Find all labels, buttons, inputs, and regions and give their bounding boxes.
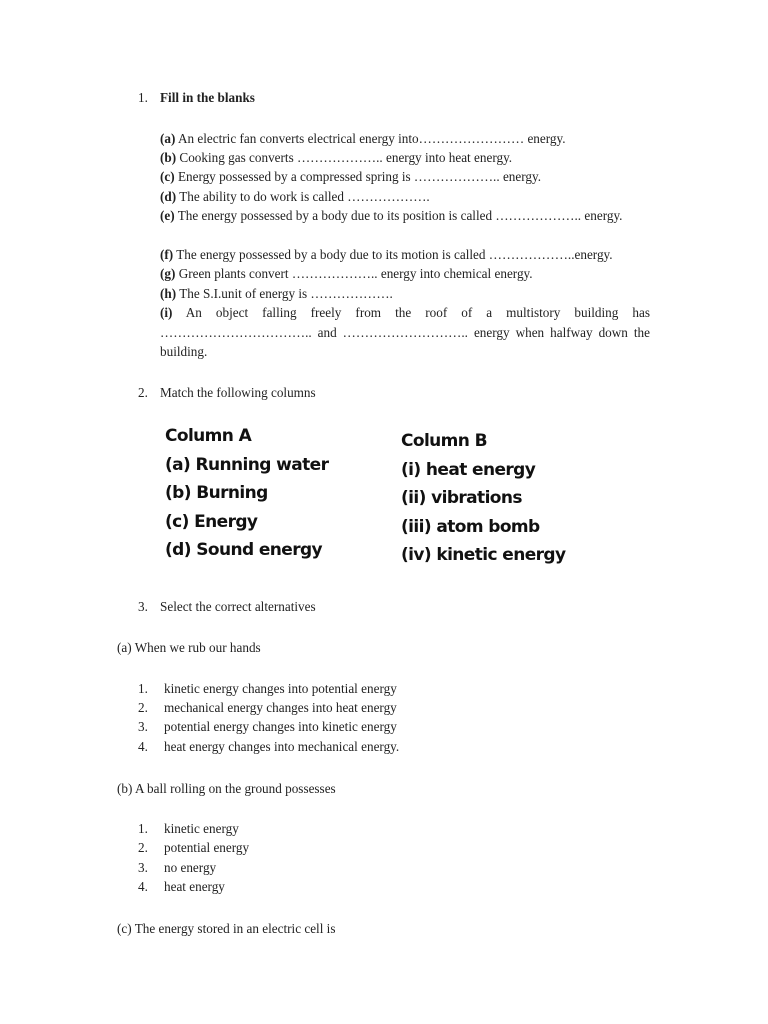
option-text: potential energy changes into kinetic energy xyxy=(164,719,397,734)
q1-item-f xyxy=(160,245,650,265)
option-number: 1. xyxy=(138,681,148,696)
q3-part-b-question: (b) A ball rolling on the ground possesses xyxy=(117,781,336,796)
option-number: 3. xyxy=(138,719,148,734)
column-a-item: (a) Running water xyxy=(165,454,329,475)
option-text: heat energy xyxy=(164,879,225,894)
q1-item-label: (f) xyxy=(160,247,174,262)
q1-item-d xyxy=(160,187,650,207)
option-number: 3. xyxy=(138,860,148,875)
column-a-header: Column A xyxy=(165,426,252,446)
match-column-a xyxy=(165,422,328,565)
option-number: 2. xyxy=(138,840,148,855)
option-text: heat energy changes into mechanical energy. xyxy=(164,739,400,754)
q1-item-label: (c) xyxy=(160,169,175,184)
q1-item-e xyxy=(160,206,650,226)
option-number: 1. xyxy=(138,821,148,836)
q1-item-label: (g) xyxy=(160,266,176,281)
q1-item-label: (b) xyxy=(160,150,177,165)
q3-part-c-question: (c) The energy stored in an electric cell is xyxy=(117,921,336,936)
q1-item-text: The energy possessed by a body due to its motion is called ………………..energy. xyxy=(176,247,613,262)
column-a-item: (d) Sound energy xyxy=(165,540,323,560)
q1-item-g xyxy=(160,264,650,284)
q2-number: 2. xyxy=(138,385,148,400)
option-text: no energy xyxy=(164,860,217,875)
column-b-item: (iv) kinetic energy xyxy=(401,545,566,565)
q1-item-label: (i) xyxy=(160,305,173,320)
column-b-item: (ii) vibrations xyxy=(401,488,522,508)
q1-item-label: (a) xyxy=(160,131,176,146)
q1-item-text: Green plants convert ……………….. energy into chemical energy. xyxy=(178,266,533,281)
option-number: 4. xyxy=(138,739,148,754)
q1-title: Fill in the blanks xyxy=(160,90,255,105)
option-number: 2. xyxy=(138,700,148,715)
option-text: kinetic energy xyxy=(164,821,239,836)
q1-item-h xyxy=(160,284,650,304)
q1-item-i xyxy=(160,303,650,362)
q3-number: 3. xyxy=(138,599,148,614)
column-b-item: (iii) atom bomb xyxy=(401,516,540,537)
q2-title: Match the following columns xyxy=(160,385,316,400)
q1-item-label: (d) xyxy=(160,189,177,204)
option-text: kinetic energy changes into potential energy xyxy=(164,681,397,696)
q1-item-text: The ability to do work is called ………………. xyxy=(179,189,430,204)
q1-item-a xyxy=(160,129,650,149)
column-b-header: Column B xyxy=(401,431,487,451)
q3-title: Select the correct alternatives xyxy=(160,599,316,614)
q1-number: 1. xyxy=(138,90,148,105)
q1-item-text: The S.I.unit of energy is ………………. xyxy=(179,286,393,301)
option-number: 4. xyxy=(138,879,148,894)
option-text: potential energy xyxy=(164,840,250,855)
q1-item-label: (e) xyxy=(160,208,175,223)
q1-item-text: Energy possessed by a compressed spring is ……………….. energy. xyxy=(177,169,542,184)
column-a-item: (b) Burning xyxy=(165,483,268,503)
q1-item-b xyxy=(160,148,650,168)
match-column-b xyxy=(401,427,565,570)
q1-item-text: The energy possessed by a body due to its position is called ……………….. energy. xyxy=(177,208,623,223)
column-b-item: (i) heat energy xyxy=(401,459,536,480)
option-text: mechanical energy changes into heat energy xyxy=(164,700,397,715)
q1-item-c xyxy=(160,167,650,187)
q1-item-label: (h) xyxy=(160,286,177,301)
q3-part-a-question: (a) When we rub our hands xyxy=(117,640,261,655)
column-a-item: (c) Energy xyxy=(165,511,258,532)
q1-item-text: An electric fan converts electrical energy into…………………… energy. xyxy=(177,131,566,146)
q1-item-text: Cooking gas converts ……………….. energy into heat energy. xyxy=(179,150,513,165)
q1-item-text: An object falling freely from the roof of a multistory building has …………………………….. and ……………………….. energy when halfway down the building. xyxy=(160,305,650,359)
